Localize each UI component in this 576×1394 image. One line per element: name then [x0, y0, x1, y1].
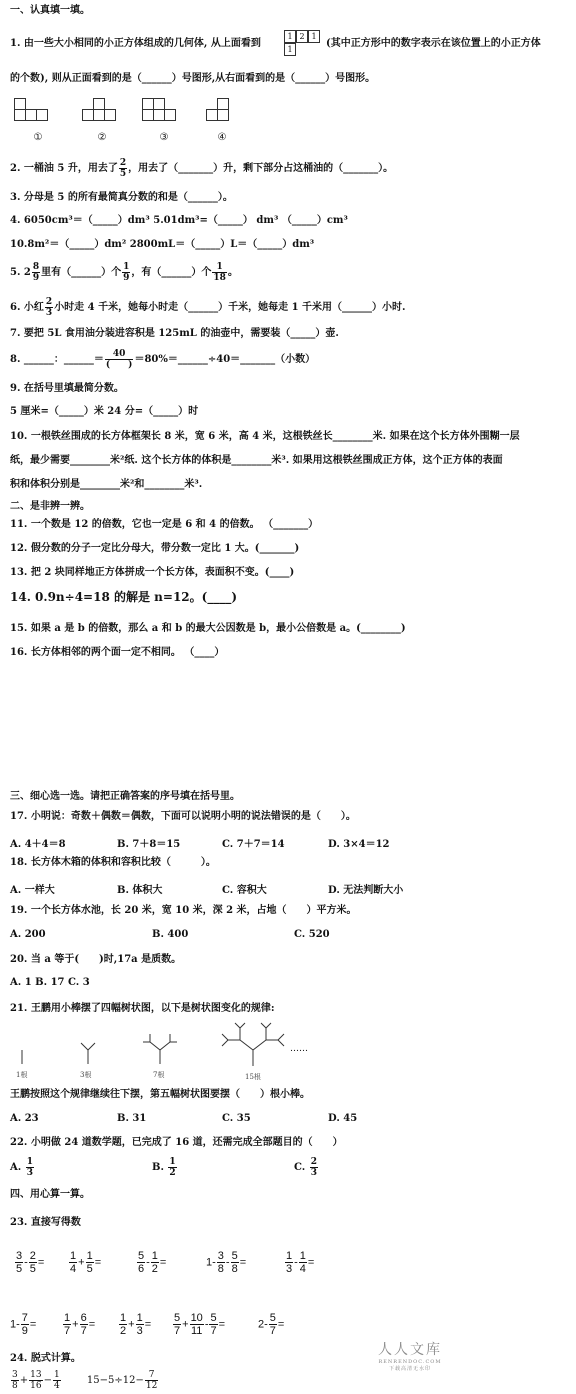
figure-label: ① — [33, 132, 43, 143]
q4-line-b: 10.8m²＝（_____）dm² 2800mL＝（_____）L＝（_____）dm³ — [10, 239, 315, 250]
tree-diagram — [10, 1022, 320, 1072]
q22-option-b: B. $\frac{1}{2}$ — [152, 1157, 176, 1178]
tree-4-leaf — [235, 1023, 240, 1028]
figure-label: ② — [97, 132, 107, 143]
q18: 18. 长方体木箱的体积和容积比较（ ）。 — [10, 857, 216, 868]
q21-option-c: C. 35 — [222, 1113, 251, 1124]
q19: 19. 一个长方体水池，长 20 米，宽 10 米，深 2 米，占地（ ）平方米。 — [10, 905, 357, 916]
q22-option-c: C. $\frac{2}{3}$ — [294, 1157, 318, 1178]
figure-label: ④ — [217, 132, 227, 143]
q20-options: A. 1 B. 17 C. 3 — [10, 977, 90, 988]
q11: 11. 一个数是 12 的倍数，它也一定是 6 和 4 的倍数。 （_______） — [10, 519, 319, 530]
q17-option-d: D. 3×4＝12 — [328, 839, 390, 850]
q19-option-c: C. 520 — [294, 929, 330, 940]
calc-item: $\frac{5}{7}$ + $\frac{10}{11}$ - $\frac{5}{7}$ = — [174, 1312, 226, 1337]
watermark-logo: 人人文库 RENRENDOC.COM 下载高清无水印 — [378, 1342, 442, 1372]
q15: 15. 如果 a 是 b 的倍数，那么 a 和 b 的最大公因数是 b，最小公倍数是 a。(________) — [10, 623, 406, 634]
section-2-title: 二、是非辨一辨。 — [10, 501, 90, 512]
q9-line-b: 5 厘米=（_____）米 24 分=（_____）时 — [10, 406, 199, 417]
q3: 3. 分母是 5 的所有最简真分数的和是（______）。 — [10, 192, 233, 203]
section-1-title: 一、认真填一填。 — [10, 5, 90, 16]
figure-label: ③ — [159, 132, 169, 143]
tree-4-branch — [240, 1040, 253, 1050]
tree-4-leaf — [278, 1034, 284, 1040]
q20: 20. 当 a 等于( )时,17a 是质数。 — [10, 954, 182, 965]
q1-line-b: (其中正方形中的数字表示在该位置上的小正方体 — [326, 38, 541, 49]
section-3-title: 三、细心选一选。请把正确答案的序号填在括号里。 — [10, 791, 240, 802]
q21-option-b: B. 31 — [117, 1113, 147, 1124]
q23: 23. 直接写得数 — [10, 1217, 81, 1228]
q8: 8. ______：______＝ $\frac{40}{( )}$ ＝80%＝______÷40＝_______（小数） — [10, 349, 316, 370]
calc-item: 2- $\frac{5}{7}$ = — [258, 1312, 285, 1337]
q17: 17. 小明说：奇数＋偶数＝偶数，下面可以说明小明的说法错误的是（ ）。 — [10, 811, 356, 822]
tree-4-leaf — [266, 1023, 271, 1028]
tree-4-leaf — [261, 1023, 266, 1028]
q21-option-a: A. 23 — [10, 1113, 39, 1124]
q17-option-c: C. 7＋7＝14 — [222, 839, 285, 850]
q22-option-a: A. $\frac{1}{3}$ — [10, 1157, 33, 1178]
q9: 9. 在括号里填最简分数。 — [10, 383, 124, 394]
calc-item: $\frac{1}{3}$ - $\frac{1}{4}$ = — [286, 1250, 315, 1275]
q1-line-a: 1. 由一些大小相同的小正方体组成的几何体, 从上面看到 — [10, 38, 261, 49]
calc-item: $\frac{3}{5}$ - $\frac{2}{5}$ = — [16, 1250, 45, 1275]
q13: 13. 把 2 块同样地正方体拼成一个长方体，表面积不变。(____) — [10, 567, 295, 578]
tree-4-leaf — [222, 1034, 228, 1040]
q10-line-a: 10. 一根铁丝围成的长方体框架长 8 米，宽 6 米，高 4 米，这根铁丝长________米. 如果在这个长方体外围糊一层 — [10, 431, 520, 442]
tree-caption: 1根 — [16, 1071, 28, 1079]
q17-option-b: B. 7＋8＝15 — [117, 839, 181, 850]
tree-caption: 15根 — [245, 1073, 261, 1081]
q10-line-c: 积和体积分别是________米²和________米³. — [10, 479, 203, 490]
tree-ellipsis: …… — [290, 1044, 308, 1054]
grid-cell: 1 — [308, 30, 320, 43]
q19-option-b: B. 400 — [152, 929, 189, 940]
tree-3-branch — [160, 1042, 170, 1050]
grid-cell: 2 — [296, 30, 308, 43]
grid-cell: 1 — [284, 43, 296, 56]
calc-item: $\frac{1}{7}$ + $\frac{6}{7}$ = — [64, 1312, 96, 1337]
q12: 12. 假分数的分子一定比分母大，带分数一定比 1 大。(_______) — [10, 543, 300, 554]
tree-2-branch — [88, 1043, 95, 1050]
tree-4-leaf — [278, 1040, 284, 1046]
q21: 21. 王鹏用小棒摆了四幅树状图，以下是树状图变化的规律: — [10, 1003, 275, 1014]
q14: 14. 0.9n÷4=18 的解是 n=12。(____) — [10, 590, 238, 604]
q24: 24. 脱式计算。 — [10, 1353, 81, 1364]
calc-item: 1- $\frac{3}{8}$ - $\frac{5}{8}$ = — [206, 1250, 247, 1275]
tree-2-branch — [81, 1043, 88, 1050]
calc-item: $\frac{5}{6}$ - $\frac{1}{2}$ = — [138, 1250, 167, 1275]
q22: 22. 小明做 24 道数学题，已完成了 16 道，还需完成全部题目的（ ） — [10, 1137, 343, 1148]
q4-line-a: 4. 6050cm³＝（_____）dm³ 5.01dm³=（_____） dm³ （_____）cm³ — [10, 215, 348, 226]
q18-option-a: A. 一样大 — [10, 885, 55, 896]
q10-line-b: 纸，最少需要________米²纸. 这个长方体的体积是________米³. 如果用这根铁丝围成正方体，这个正方体的表面 — [10, 455, 503, 466]
q1-line-c: 的个数), 则从正面看到的是（______）号图形,从右面看到的是（______）号图形。 — [10, 73, 376, 84]
q21-line-b: 王鹏按照这个规律继续往下摆，第五幅树状图要摆（ ）根小棒。 — [10, 1089, 310, 1100]
q16: 16. 长方体相邻的两个面一定不相同。 （____） — [10, 647, 225, 658]
q18-option-b: B. 体积大 — [117, 885, 163, 896]
calc-item: $\frac{1}{4}$ + $\frac{1}{5}$ = — [70, 1250, 102, 1275]
section-4-title: 四、用心算一算。 — [10, 1189, 90, 1200]
tree-caption: 3根 — [80, 1071, 92, 1079]
q7: 7. 要把 5L 食用油分装进容积是 125mL 的油壶中，需要装（_____）壶. — [10, 328, 339, 339]
grid-cell: 1 — [284, 30, 296, 43]
q24-expressions: $\frac{3}{8}$ + $\frac{13}{16}$ − $\frac{1}{4}$ 15−5÷12− $\frac{7}{12}$ — [12, 1370, 158, 1391]
tree-4-branch — [253, 1040, 266, 1050]
calc-item: 1- $\frac{7}{9}$ = — [10, 1312, 37, 1337]
calc-item: $\frac{1}{2}$ + $\frac{1}{3}$ = — [120, 1312, 152, 1337]
q17-option-a: A. 4＋4＝8 — [10, 839, 66, 850]
q21-option-d: D. 45 — [328, 1113, 358, 1124]
q2: 2. 一桶油 5 升，用去了 $\frac{2}{5}$ ，用去了（_______）升，剩下部分占这桶油的（_______）。 — [10, 158, 394, 179]
tree-caption: 7根 — [153, 1071, 165, 1079]
q5: 5. 2 $\frac{8}{9}$ 里有（______）个 $\frac{1}{9}$ ，有（______）个 $\frac{1}{18}$ 。 — [10, 262, 238, 283]
q18-option-c: C. 容积大 — [222, 885, 267, 896]
q18-option-d: D. 无法判断大小 — [328, 885, 404, 896]
q19-option-a: A. 200 — [10, 929, 46, 940]
q6: 6. 小红 $\frac{2}{3}$ 小时走 4 千米，她每小时走（______）千米，她每走 1 千米用（______）小时. — [10, 297, 406, 318]
tree-3-branch — [150, 1042, 160, 1050]
tree-4-leaf — [222, 1040, 228, 1046]
tree-4-leaf — [240, 1023, 245, 1028]
